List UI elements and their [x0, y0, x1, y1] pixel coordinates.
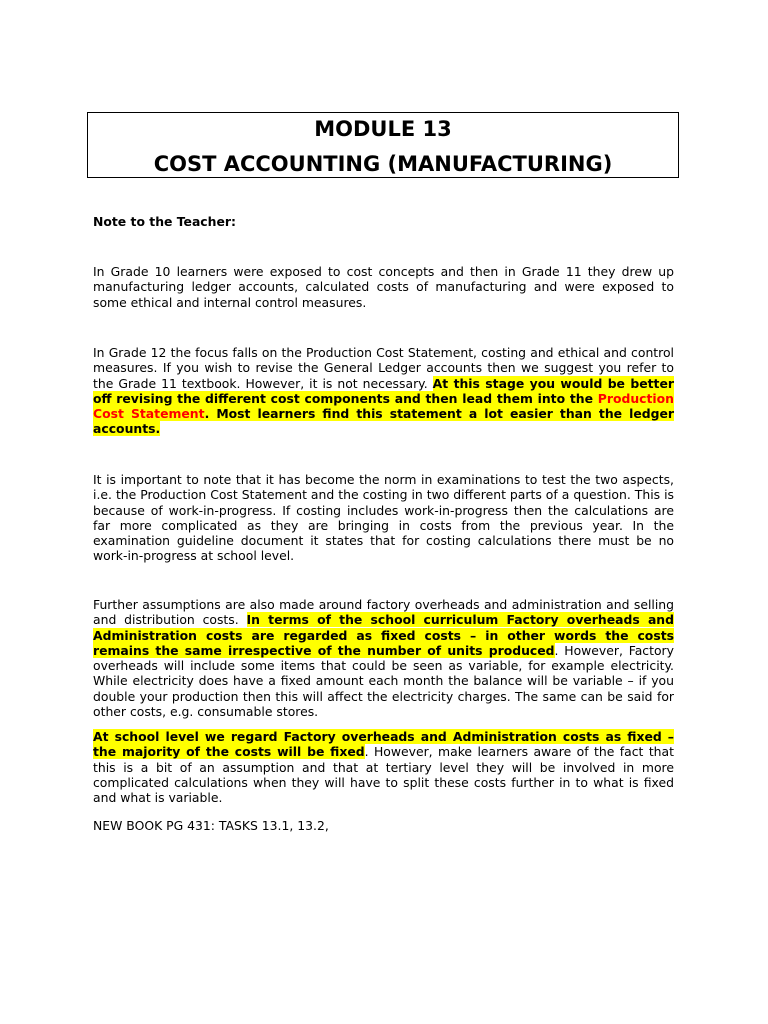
highlighted-text: In terms of the school curriculum Factory overheads and Administration costs are regarded as fixed costs – in other words the costs remains the same irrespective of the number of units produced — [93, 612, 674, 658]
paragraph-examination-norm: It is important to note that it has become the norm in examinations to test the two aspects, i.e. the Production Cost Statement and the costing in two different parts of a question. This is because of work-in-progress. If costing includes work-in-progress then the calculations are far more complicated as they are bringing in costs from the previous year. In the examination guideline document it states that for costing calculations there must be no work-in-progress at school level. — [93, 472, 674, 564]
paragraph-text: . However, Factory overheads will include some items that could be seen as variable, for example electricity. While electricity does have a fixed amount each month the balance will be variable – if you double your production then this will affect the electricity charges. The same can be said for other costs, e.g. consumable stores. — [93, 642, 674, 720]
paragraph-text: Further assumptions are also made around factory overheads and administration and selling and distribution costs. — [93, 597, 674, 628]
paragraph-text: In Grade 12 the focus falls on the Production Cost Statement, costing and ethical and control measures. If you wish to revise the General Ledger accounts then we suggest you refer to the Grade 11 textbook. However, it is not necessary. — [93, 345, 674, 391]
module-subtitle: COST ACCOUNTING (MANUFACTURING) — [153, 152, 613, 176]
highlighted-text: At this stage you would be better off revising the different cost components and then lead them into the — [93, 375, 674, 406]
highlighted-text: . Most learners find this statement a lot easier than the ledger accounts. — [93, 406, 675, 437]
paragraph-text: . However, make learners aware of the fact that this is a bit of an assumption and that at tertiary level they will be involved in more complicated calculations when they will have to split these costs further in to what is fixed and what is variable. — [93, 744, 674, 806]
module-title: MODULE 13 — [314, 117, 452, 141]
paragraph-school-level — [93, 729, 674, 805]
highlighted-text: At school level we regard Factory overheads and Administration costs as fixed – the majority of the costs will be fixed — [93, 729, 674, 760]
paragraph-grade12-focus — [93, 345, 674, 437]
paragraph-further-assumptions — [93, 597, 674, 719]
paragraph-grade10-11: In Grade 10 learners were exposed to cost concepts and then in Grade 11 they drew up manufacturing ledger accounts, calculated costs of manufacturing and were exposed to some ethical and internal control measures. — [93, 264, 674, 310]
paragraph-book-reference: NEW BOOK PG 431: TASKS 13.1, 13.2, — [93, 818, 329, 833]
title-box — [87, 112, 679, 178]
highlighted-red-text: Production Cost Statement — [93, 390, 674, 422]
note-to-teacher-label: Note to the Teacher: — [93, 214, 236, 229]
